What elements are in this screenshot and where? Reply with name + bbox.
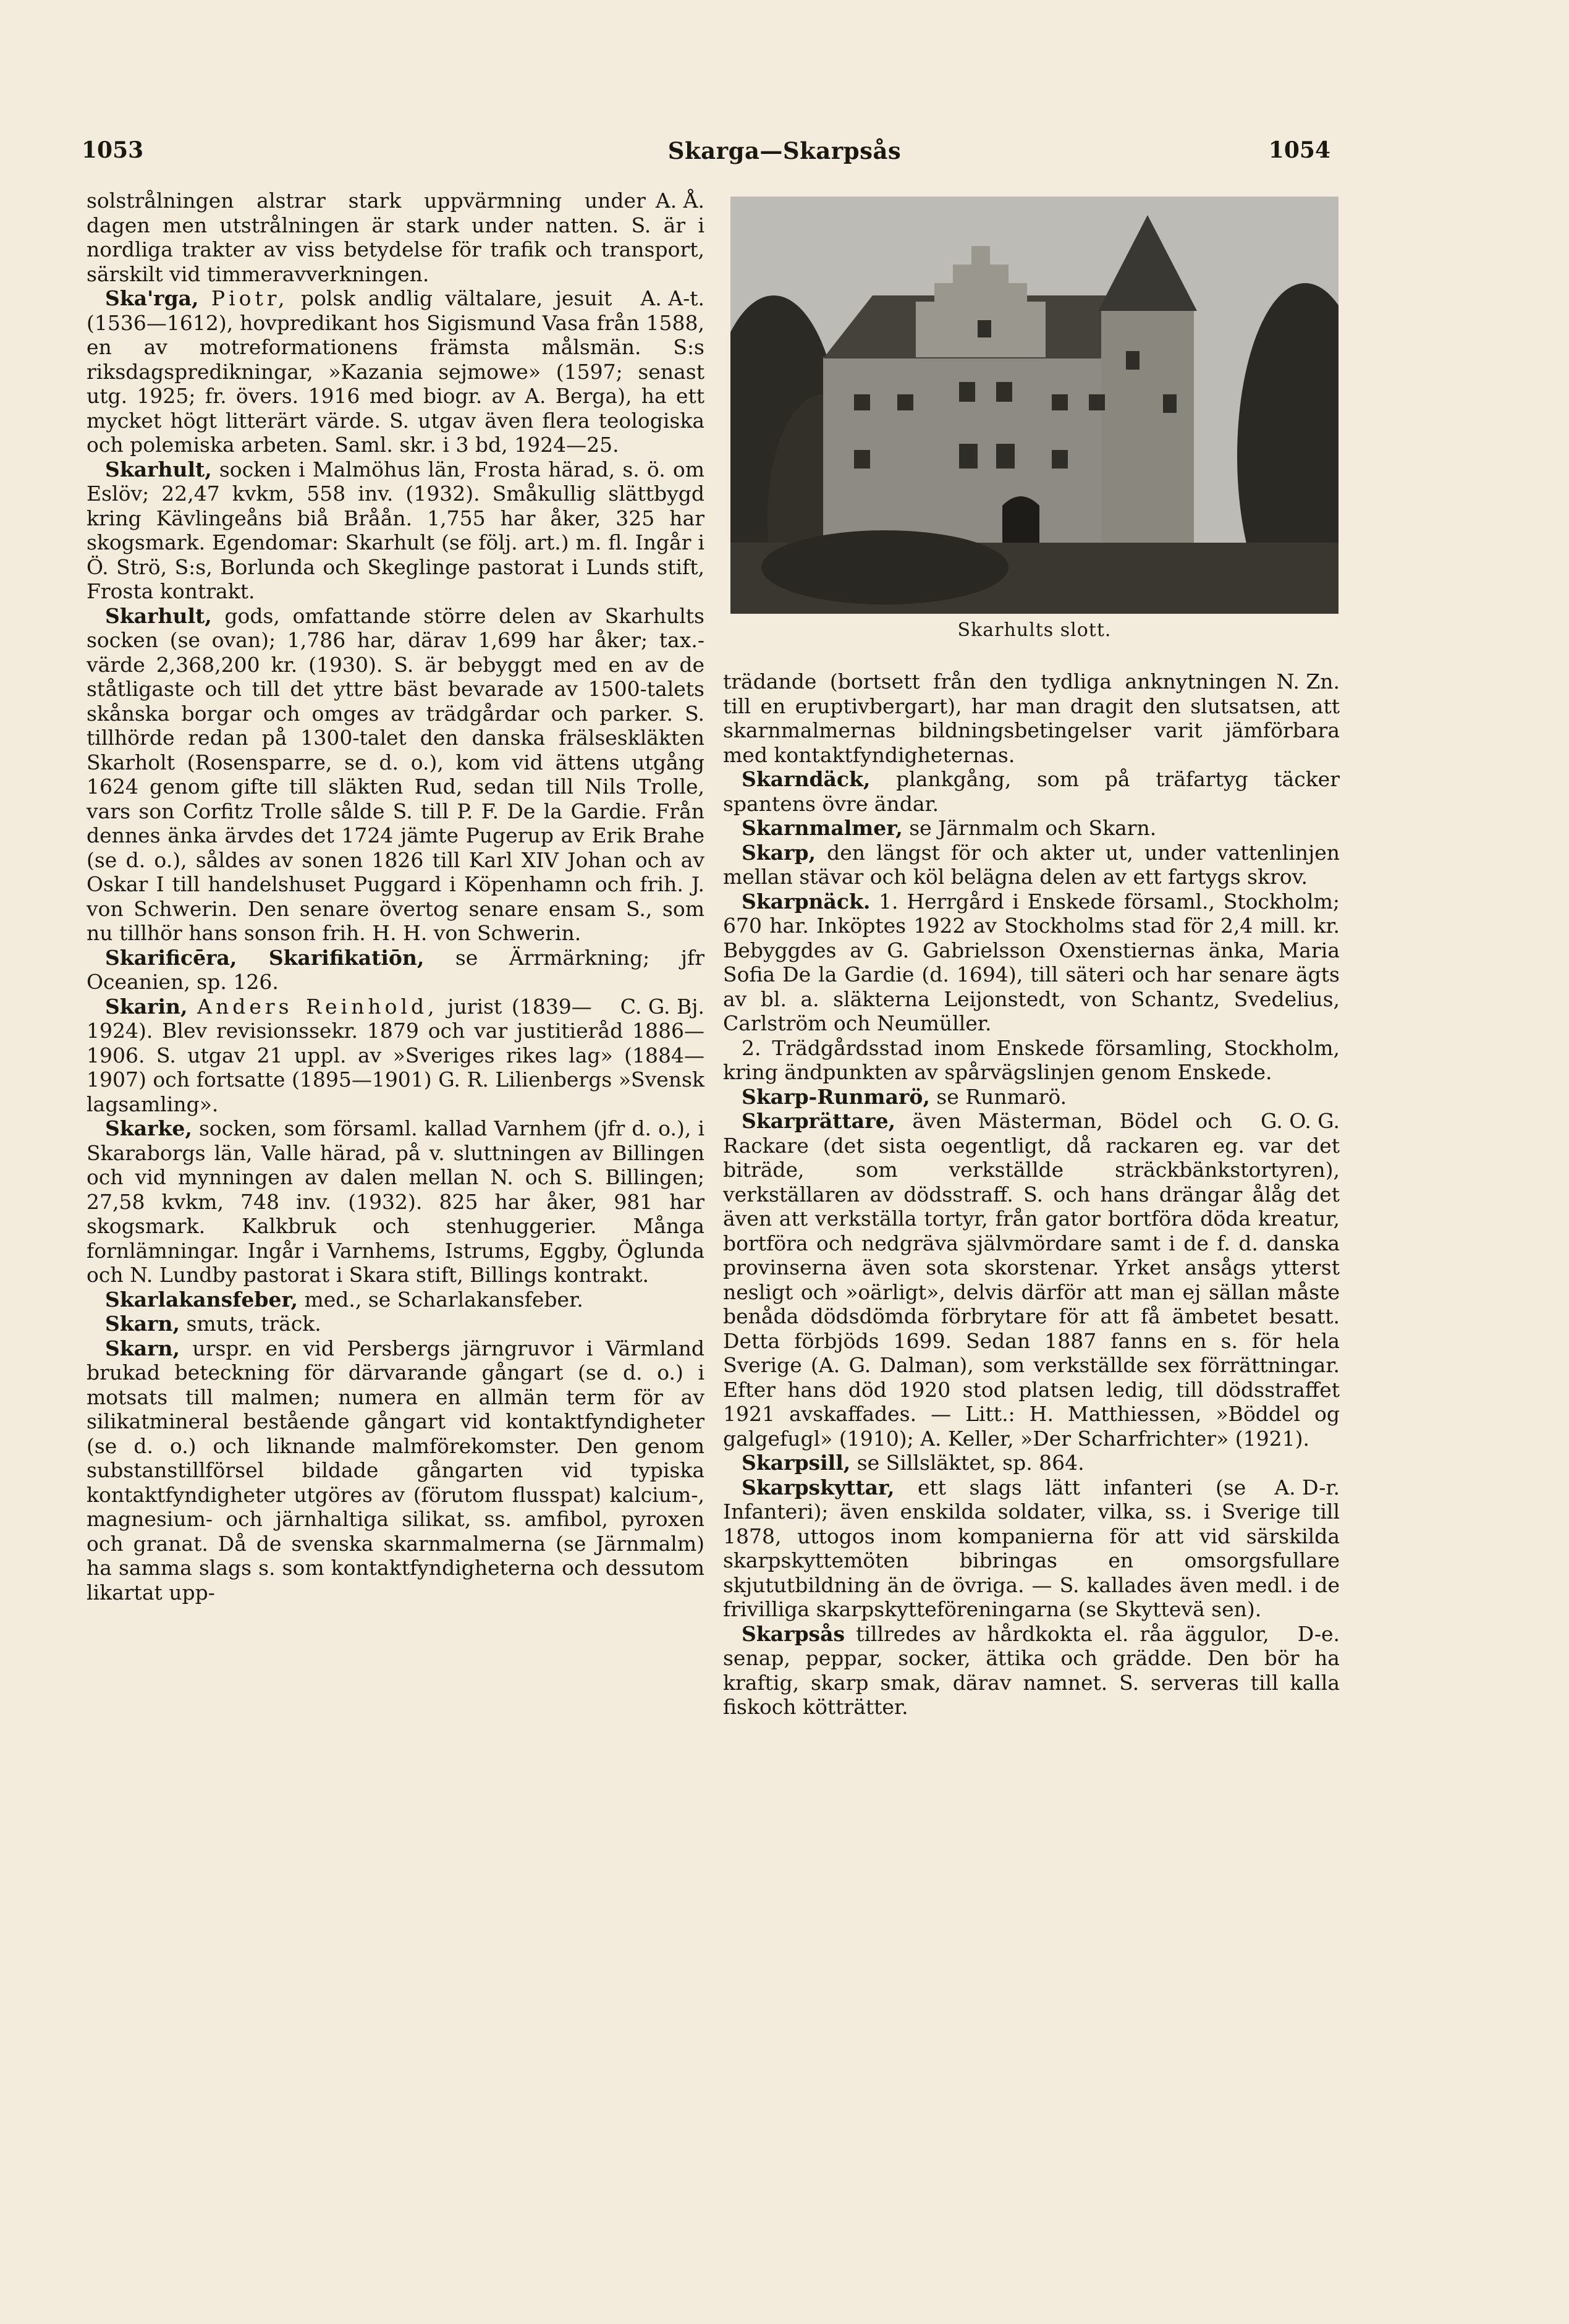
headword: Skarndäck, (742, 767, 871, 791)
running-header (0, 137, 1569, 174)
headword: Skarhult, (105, 457, 212, 481)
entry-text: jurist (1839—1924). Blev revisionssekr. 1879 och var justitieråd 1886—1906. S. utgav 21 uppl. av »Sveriges rikes lag» (1884—1907) och fortsatte (1895—1901) G. R. Lilienbergs »Svensk lagsamling». (87, 994, 704, 1116)
headword: Skarin, (105, 994, 188, 1019)
left-column (87, 189, 704, 1605)
dictionary-entry (87, 946, 704, 994)
entry-text: även Mästerman, Bödel och Rackare (det sista oegentligt, då rackaren eg. var det biträde, som verkställde sträckbänkstortyren), verkställaren av dödsstraff. S. och hans drängar ålåg det även att verkställa tortyr, från gator bortföra döda kreatur, bortföra och nedgräva självmördare samt i de f. d. danska provinserna även sota skorstenar. Yrket ansågs ytterst nesligt och »oärligt», delvis därför att man ej sällan måste benåda dödsdömda förbrytare för att få ämbetet besatt. Detta förbjöds 1699. Sedan 1887 fanns en s. för hela Sverige (A. G. Dalman), som verkställde sex förrättningar. Efter hans död 1920 stod platsen ledig, till dödsstraffet 1921 avskaffades. — Litt.: H. Matthiessen, »Böddel og galgefugl» (1910); A. Keller, »Der Scharfrichter» (1921). (723, 1109, 1340, 1451)
entry-text: tillredes av hårdkokta el. råa äggulor, senap, peppar, socker, ättika och grädde. Den bör ha kraftig, skarp smak, därav namnet. S. serveras till kalla fiskoch kötträtter. (723, 1621, 1340, 1719)
headword: Skarificēra, Skarifikatiōn, (105, 945, 425, 970)
headword: Skarpsill, (742, 1451, 851, 1475)
entry-text: plankgång, som på träfartyg täcker spantens övre ändar. (723, 767, 1340, 816)
headword: Skarke, (105, 1116, 192, 1140)
entry-text: se Järnmalm och Skarn. (909, 816, 1157, 840)
entry-text: se Ärrmärkning; jfr Oceanien, sp. 126. (87, 945, 704, 994)
dictionary-entry (87, 457, 704, 604)
castle-photograph (730, 197, 1339, 614)
dictionary-entry (87, 604, 704, 946)
headword: Skarpsås (742, 1621, 845, 1646)
spaced-name: Piotr, (211, 286, 289, 310)
entry-text: den längst för och akter ut, under vattenlinjen mellan stävar och köl belägna delen av ett fartygs skrov. (723, 840, 1340, 889)
dictionary-entry (723, 816, 1340, 841)
entry-text: solstrålningen alstrar stark uppvärmning under dagen men utstrålningen är stark under natten. S. är i nordliga trakter av viss betydelse för trafik och transport, särskilt vid timmeravverkningen. (87, 189, 704, 286)
dictionary-entry (87, 994, 704, 1117)
dictionary-entry (723, 767, 1340, 816)
right-column (723, 669, 1340, 1720)
dictionary-entry (723, 841, 1340, 889)
dictionary-entry (723, 1475, 1340, 1622)
entry-text: smuts, träck. (186, 1312, 321, 1336)
spaced-name: Anders Reinhold, (197, 994, 438, 1019)
author-signature: A. Å. (655, 189, 704, 213)
page-number-right: 1054 (1268, 137, 1330, 163)
entry-text: 1. Herrgård i Enskede församl., Stockholm; 670 har. Inköptes 1922 av Stockholms stad för 2,4 mill. kr. Bebyggdes av G. Gabrielsson Oxenstiernas änka, Maria Sofia De la Gardie (d. 1694), till säteri och har senare ägts av bl. a. släkterna Leijonstedt, von Schantz, Svedelius, Carlström och Neumüller. (723, 889, 1340, 1035)
entry-text: polsk andlig vältalare, jesuit (1536—1612), hovpredikant hos Sigismund Vasa från 1588, en av motreformationens främsta målsmän. S:s riksdagspredikningar, »Kazania sejmowe» (1597; senast utg. 1925; fr. övers. 1916 med biogr. av A. Berga), ha ett mycket högt litterärt värde. S. utgav även flera teologiska och polemiska arbeten. Saml. skr. i 3 bd, 1924—25. (87, 286, 704, 457)
entry-text: ett slags lätt infanteri (se Infanteri); även enskilda soldater, vilka, ss. i Sverige till 1878, uttogos inom kompanierna för att vid särskilda skarpskyttemöten bibringas en omsorgsfullare skjututbildning än de övriga. — S. kallades även medl. i de frivilliga skarpskytteföreningarna (se Skyttevä sen). (723, 1475, 1340, 1621)
author-signature: C. G. Bj. (620, 994, 704, 1019)
author-signature: D-e. (1297, 1621, 1340, 1646)
dictionary-entry (87, 1336, 704, 1605)
entry-text: gods, omfattande större delen av Skarhults socken (se ovan); 1,786 har, därav 1,699 har åker; tax.-värde 2,368,200 kr. (1930). S. är bebyggt med en av de ståtligaste och till det yttre bäst bevarade av 1500-talets skånska borgar och omges av trädgårdar och parker. S. tillhörde redan på 1300-talet den danska frälseskläkten Skarholt (Rosensparre, se d. o.), kom vid ättens utgång 1624 genom gifte till släkten Rud, sedan till Nils Trolle, vars son Corfitz Trolle sålde S. till P. F. De la Gardie. Från dennes änka ärvdes det 1724 jämte Pugerup av Erik Brahe (se d. o.), såldes av sonen 1826 till Karl XIV Johan och av Oskar I till handelshuset Puggard i Köpenhamn och frih. J. von Schwerin. Den senare övertog senare ensam S., som nu tillhör hans sonson frih. H. H. von Schwerin. (87, 603, 704, 945)
headword: Skarp-Runmarö, (742, 1084, 930, 1109)
entry-text: se Sillsläktet, sp. 864. (856, 1451, 1085, 1475)
dictionary-entry (87, 1116, 704, 1287)
entry-text: 2. Trädgårdsstad inom Enskede församling, Stockholm, kring ändpunkten av spårvägslinjen genom Enskede. (723, 1035, 1340, 1084)
headword: Skarn, (105, 1336, 180, 1360)
entry-text: urspr. en vid Persbergs järngruvor i Värmland brukad beteckning för därvarande gångart (se d. o.) i motsats till malmen; numera en allmän term för av silikatmineral bestående gångart vid kontaktfyndigheter (se d. o.) och liknande malmförekomster. Den genom substanstillförsel bildade gångarten vid typiska kontaktfyndigheter utgöres av (förutom flusspat) kalcium-, magnesium- och järnhaltiga silikat, ss. amfibol, pyroxen och granat. Då de svenska skarnmalmerna (se Järnmalm) ha samma slags s. som kontaktfyndigheterna och dessutom likartat upp- (87, 1336, 704, 1605)
page-number-left: 1053 (82, 137, 144, 163)
dictionary-entry (723, 1451, 1340, 1475)
dictionary-entry (723, 889, 1340, 1036)
headword: Skarpskyttar, (742, 1475, 895, 1499)
entry-text: trädande (bortsett från den tydliga anknytningen till en eruptivbergart), har man dragit den slutsatsen, att skarnmalmernas bildningsbetingelser varit jämförbara med kontaktfyndigheternas. (723, 669, 1340, 767)
author-signature: N. Zn. (1276, 669, 1340, 693)
dictionary-entry (723, 1109, 1340, 1451)
author-signature: A. D-r. (1274, 1475, 1340, 1499)
entry-text: med., se Scharlakansfeber. (304, 1287, 583, 1312)
headword: Skarlakansfeber, (105, 1287, 298, 1312)
dictionary-entry (87, 189, 704, 286)
headword: Skarhult, (105, 603, 212, 628)
headword: Skarnmalmer, (742, 816, 903, 840)
entry-text: socken, som församl. kallad Varnhem (jfr d. o.), i Skaraborgs län, Valle härad, på v. sluttningen av Billingen och vid mynningen av dalen mellan N. och S. Billingen; 27,58 kvkm, 748 inv. (1932). 825 har åker, 981 har skogsmark. Kalkbruk och stenhuggerier. Många fornlämningar. Ingår i Varnhems, Istrums, Eggby, Öglunda och N. Lundby pastorat i Skara stift, Billings kontrakt. (87, 1116, 704, 1287)
headword: Skarp, (742, 840, 816, 865)
entry-text: socken i Malmöhus län, Frosta härad, s. ö. om Eslöv; 22,47 kvkm, 558 inv. (1932). Småkullig slättbygd kring Kävlingeåns biå Bråån. 1,755 har åker, 325 har skogsmark. Egendomar: Skarhult (se följ. art.) m. fl. Ingår i Ö. Strö, S:s, Borlunda och Skeglinge pastorat i Lunds stift, Frosta kontrakt. (87, 457, 705, 603)
author-signature: G. O. G. (1261, 1109, 1340, 1133)
dictionary-entry (87, 1287, 704, 1312)
running-title: Skarga—Skarpsås (667, 137, 902, 164)
dictionary-entry (723, 1622, 1340, 1720)
entry-text: se Runmarö. (936, 1084, 1067, 1109)
dictionary-entry (723, 1085, 1340, 1109)
dictionary-entry (723, 669, 1340, 767)
dictionary-entry (87, 1312, 704, 1336)
author-signature: A. A-t. (640, 286, 704, 310)
headword: Skarn, (105, 1312, 180, 1336)
figure-caption: Skarhults slott. (957, 619, 1112, 641)
headword: Skarpnäck. (742, 889, 871, 914)
headword: Ska'rga, (105, 286, 199, 310)
dictionary-entry (87, 286, 704, 457)
headword: Skarprättare, (742, 1109, 896, 1133)
dictionary-entry (723, 1036, 1340, 1085)
castle-illustration (730, 197, 1339, 614)
